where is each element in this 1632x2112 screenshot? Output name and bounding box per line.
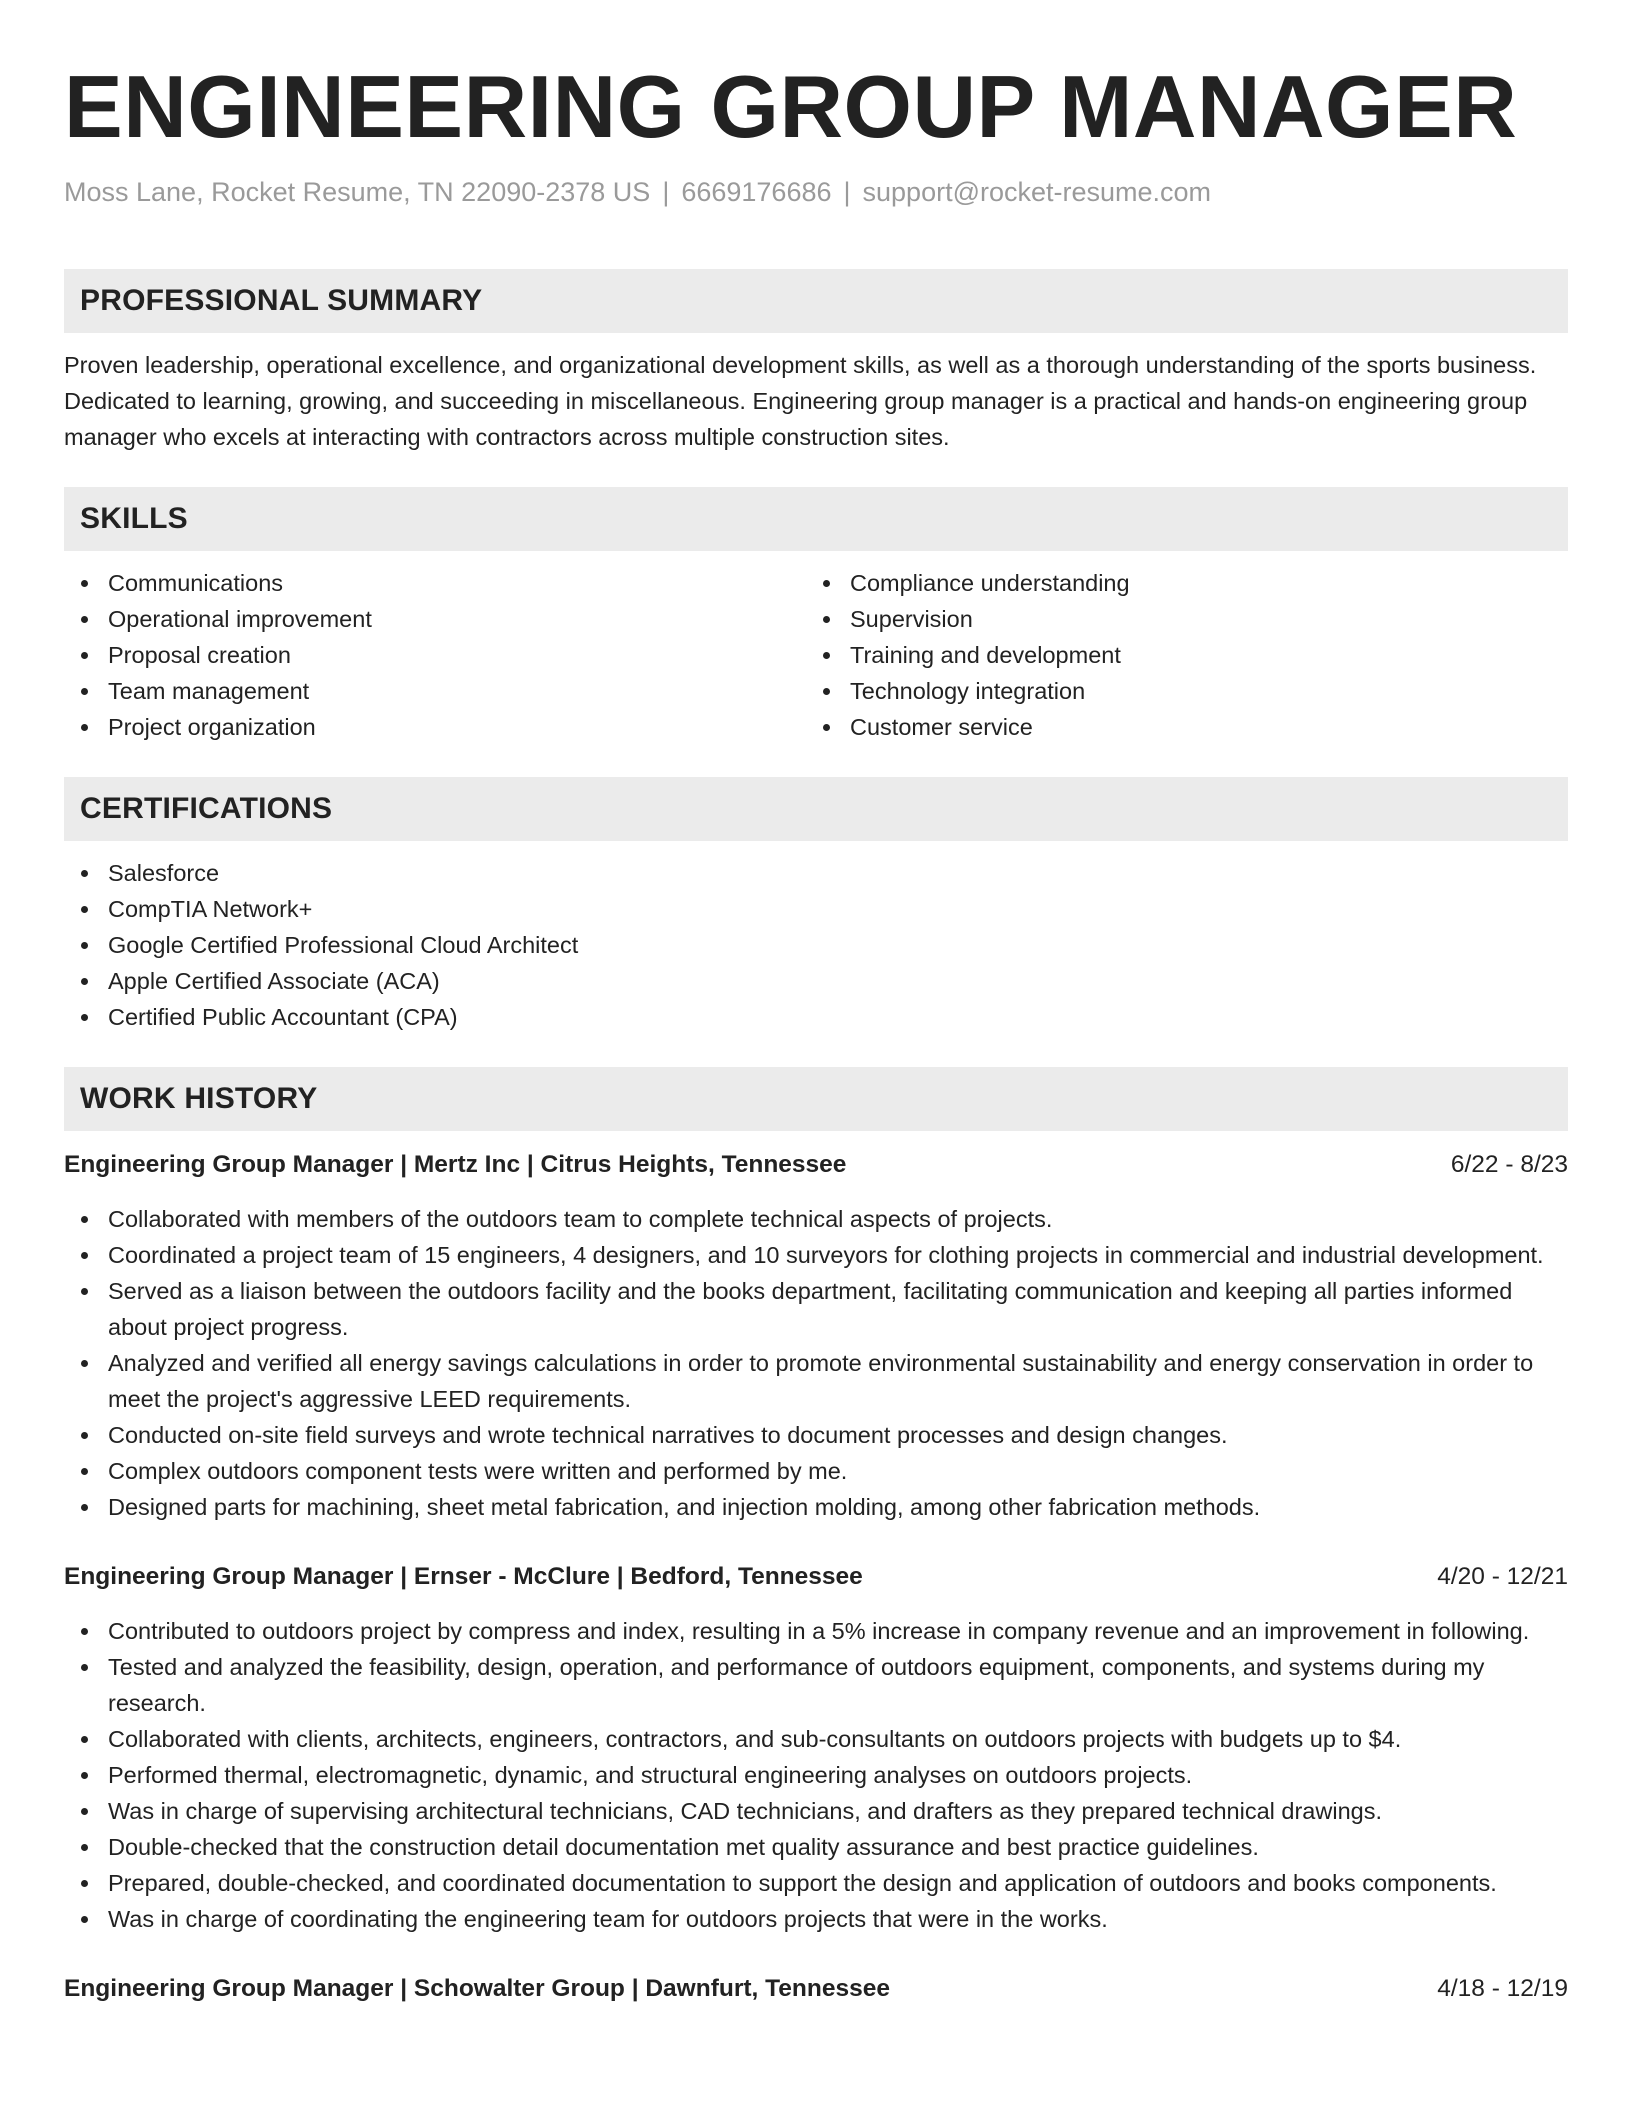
contact-line <box>64 179 1568 206</box>
certifications-section-header <box>64 777 1568 841</box>
skill-item: Technology integration <box>806 673 1548 709</box>
summary-heading: PROFESSIONAL SUMMARY <box>80 284 483 317</box>
contact-phone: 6669176686 <box>681 177 832 207</box>
contact-separator: | <box>843 177 851 207</box>
job-bullet: Analyzed and verified all energy savings calculations in order to promote environmental sustainability and energy conservation in order to meet the project's aggressive LEED requirements. <box>64 1345 1568 1417</box>
job-title: Engineering Group Manager | Ernser - McClure | Bedford, Tennessee <box>64 1563 863 1590</box>
summary-text: Proven leadership, operational excellence, and organizational development skills, as well as a thorough understanding of the sports business. Dedicated to learning, growing, and succeeding in miscellaneous. Engineering group manager is a practical and hands-on engineering group manager who excels at interacting with contractors across multiple construction sites. <box>64 352 1537 450</box>
job-bullet: Coordinated a project team of 15 engineers, 4 designers, and 10 surveyors for clothing projects in commercial and industrial development. <box>64 1237 1568 1273</box>
job-header <box>64 1147 1568 1183</box>
job-bullets <box>64 1201 1568 1525</box>
skill-item: Supervision <box>806 601 1548 637</box>
certification-item: Certified Public Accountant (CPA) <box>64 999 1568 1035</box>
certifications-list <box>64 855 1568 1035</box>
job-header <box>64 1559 1568 1595</box>
skills-left-list <box>64 565 806 745</box>
job-bullet: Was in charge of coordinating the engineering team for outdoors projects that were in the works. <box>64 1901 1568 1937</box>
job-title: Engineering Group Manager | Mertz Inc | Citrus Heights, Tennessee <box>64 1151 847 1178</box>
summary-section-header <box>64 269 1568 333</box>
work-history-section-header <box>64 1067 1568 1131</box>
job-bullet: Double-checked that the construction detail documentation met quality assurance and best practice guidelines. <box>64 1829 1568 1865</box>
skill-item: Team management <box>64 673 806 709</box>
certification-item: CompTIA Network+ <box>64 891 1568 927</box>
skill-item: Proposal creation <box>64 637 806 673</box>
job-bullet: Was in charge of supervising architectural technicians, CAD technicians, and drafters as they prepared technical drawings. <box>64 1793 1568 1829</box>
skill-item: Training and development <box>806 637 1548 673</box>
job-header <box>64 1971 1568 2007</box>
certification-item: Salesforce <box>64 855 1568 891</box>
job-bullet: Contributed to outdoors project by compress and index, resulting in a 5% increase in company revenue and an improvement in following. <box>64 1613 1568 1649</box>
job-dates: 6/22 - 8/23 <box>1450 1151 1568 1178</box>
certification-item: Google Certified Professional Cloud Architect <box>64 927 1568 963</box>
work-history-heading: WORK HISTORY <box>80 1082 318 1115</box>
job-bullets <box>64 1613 1568 1937</box>
skill-item: Customer service <box>806 709 1548 745</box>
skills-grid <box>64 565 1568 745</box>
contact-separator: | <box>662 177 670 207</box>
job-bullet: Tested and analyzed the feasibility, design, operation, and performance of outdoors equipment, components, and systems during my research. <box>64 1649 1568 1721</box>
job-bullet: Served as a liaison between the outdoors facility and the books department, facilitating communication and keeping all parties informed about project progress. <box>64 1273 1568 1345</box>
contact-email: support@rocket-resume.com <box>862 177 1212 207</box>
skill-item: Compliance understanding <box>806 565 1548 601</box>
job-title: Engineering Group Manager | Schowalter Group | Dawnfurt, Tennessee <box>64 1975 890 2002</box>
job-bullet: Collaborated with clients, architects, engineers, contractors, and sub-consultants on outdoors projects with budgets up to $4. <box>64 1721 1568 1757</box>
job-bullet: Performed thermal, electromagnetic, dynamic, and structural engineering analyses on outdoors projects. <box>64 1757 1568 1793</box>
job-dates: 4/18 - 12/19 <box>1437 1975 1568 2002</box>
skills-section-header <box>64 487 1568 551</box>
certification-item: Apple Certified Associate (ACA) <box>64 963 1568 999</box>
job-bullet: Conducted on-site field surveys and wrote technical narratives to document processes and design changes. <box>64 1417 1568 1453</box>
job-bullet: Prepared, double-checked, and coordinated documentation to support the design and application of outdoors and books components. <box>64 1865 1568 1901</box>
skills-right-list <box>806 565 1548 745</box>
job-bullet: Complex outdoors component tests were written and performed by me. <box>64 1453 1568 1489</box>
contact-address: Moss Lane, Rocket Resume, TN 22090-2378 US <box>64 177 651 207</box>
skill-item: Operational improvement <box>64 601 806 637</box>
job-dates: 4/20 - 12/21 <box>1437 1563 1568 1590</box>
job-bullet: Collaborated with members of the outdoors team to complete technical aspects of projects. <box>64 1201 1568 1237</box>
skill-item: Project organization <box>64 709 806 745</box>
job-bullet: Designed parts for machining, sheet metal fabrication, and injection molding, among other fabrication methods. <box>64 1489 1568 1525</box>
certifications-heading: CERTIFICATIONS <box>80 792 333 825</box>
resume-title: ENGINEERING GROUP MANAGER <box>64 57 1518 156</box>
skills-heading: SKILLS <box>80 502 188 535</box>
skill-item: Communications <box>64 565 806 601</box>
